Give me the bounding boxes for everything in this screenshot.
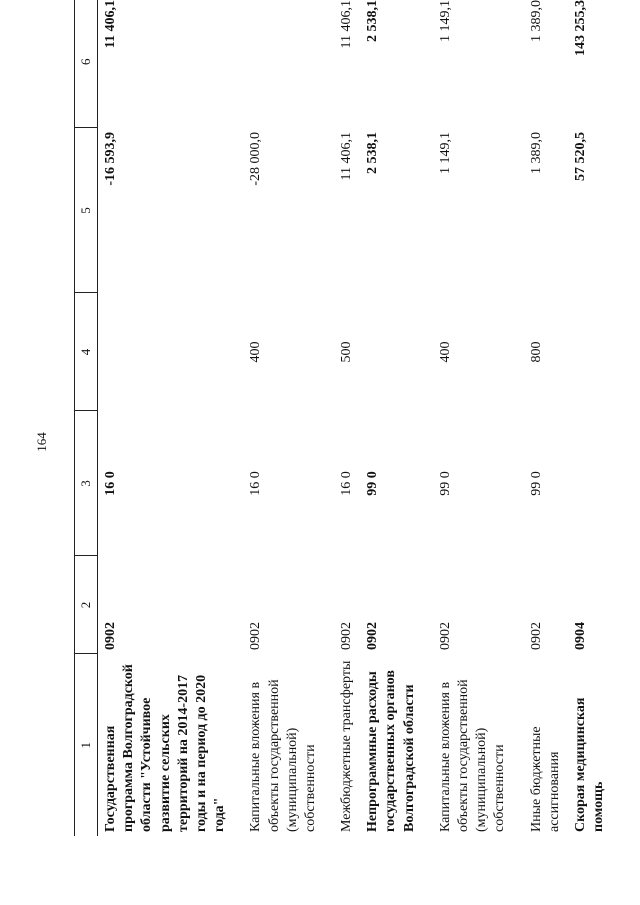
row-total: 1 389,0 <box>528 0 544 42</box>
row-type: 400 <box>248 341 264 363</box>
row-name: Капитальные вложения в объекты государственной (муниципальной) собственности <box>248 679 318 832</box>
row-section: 0902 <box>339 622 355 650</box>
row-name: Иные бюджетные ассигнования <box>528 726 562 832</box>
budget-table-container <box>74 0 607 836</box>
row-change: 2 538,1 <box>365 132 381 174</box>
row-target: 99 0 <box>437 471 453 496</box>
budget-table <box>74 0 612 836</box>
table-row <box>423 0 514 836</box>
row-total: 143 255,3 <box>572 0 588 56</box>
row-section: 0902 <box>528 622 544 650</box>
col-header-6: 6 <box>75 0 98 128</box>
col-header-1: 1 <box>75 654 98 836</box>
row-total: 2 538,1 <box>365 0 381 42</box>
row-section: 0902 <box>365 622 381 650</box>
col-header-2: 2 <box>75 556 98 654</box>
table-row <box>233 0 324 836</box>
header-row <box>75 0 98 836</box>
row-total: 11 406,1 <box>103 0 118 49</box>
row-change: -28 000,0 <box>248 132 264 186</box>
row-total <box>233 0 324 128</box>
table-row <box>98 0 234 836</box>
row-name: Капитальные вложения в объекты государственной (муниципальной) собственности <box>437 679 508 832</box>
row-change: 11 406,1 <box>339 132 355 181</box>
row-type <box>568 293 612 411</box>
row-section: 0902 <box>248 622 264 650</box>
row-section: 0904 <box>572 622 588 650</box>
row-target <box>568 411 612 556</box>
row-total: 1 149,1 <box>437 0 453 42</box>
row-target: 16 0 <box>103 471 118 496</box>
page-number: 164 <box>34 432 49 452</box>
row-change: -16 593,9 <box>103 132 118 186</box>
row-change: 1 149,1 <box>437 132 453 174</box>
table-row <box>324 0 360 836</box>
row-type: 400 <box>437 341 453 363</box>
table-row <box>568 0 612 836</box>
row-total: 11 406,1 <box>339 0 355 49</box>
col-header-3: 3 <box>75 411 98 556</box>
row-change: 1 389,0 <box>528 132 544 174</box>
row-type <box>360 293 423 411</box>
row-type <box>98 293 234 411</box>
row-type: 500 <box>339 341 355 363</box>
row-target: 99 0 <box>528 471 544 496</box>
row-target: 16 0 <box>248 471 264 496</box>
row-section: 0902 <box>437 622 453 650</box>
col-header-5: 5 <box>75 128 98 293</box>
row-type: 800 <box>528 341 544 363</box>
row-name: Скорая медицинская помощь <box>572 697 607 832</box>
row-target: 16 0 <box>339 471 355 496</box>
col-header-4: 4 <box>75 293 98 411</box>
row-section: 0902 <box>103 622 118 650</box>
row-change: 57 520,5 <box>572 132 588 181</box>
row-name: Межбюджетные трансферты <box>339 660 355 832</box>
table-row <box>360 0 423 836</box>
table-row <box>514 0 568 836</box>
row-name: Государственная программа Волгоградской области "Устойчивое развитие сельских территорий на 2014-2017 годы и на период до 2020 года" <box>103 664 228 832</box>
row-target: 99 0 <box>365 471 381 496</box>
row-name: Непрограммные расходы государственных органов Волгоградской области <box>365 670 417 832</box>
